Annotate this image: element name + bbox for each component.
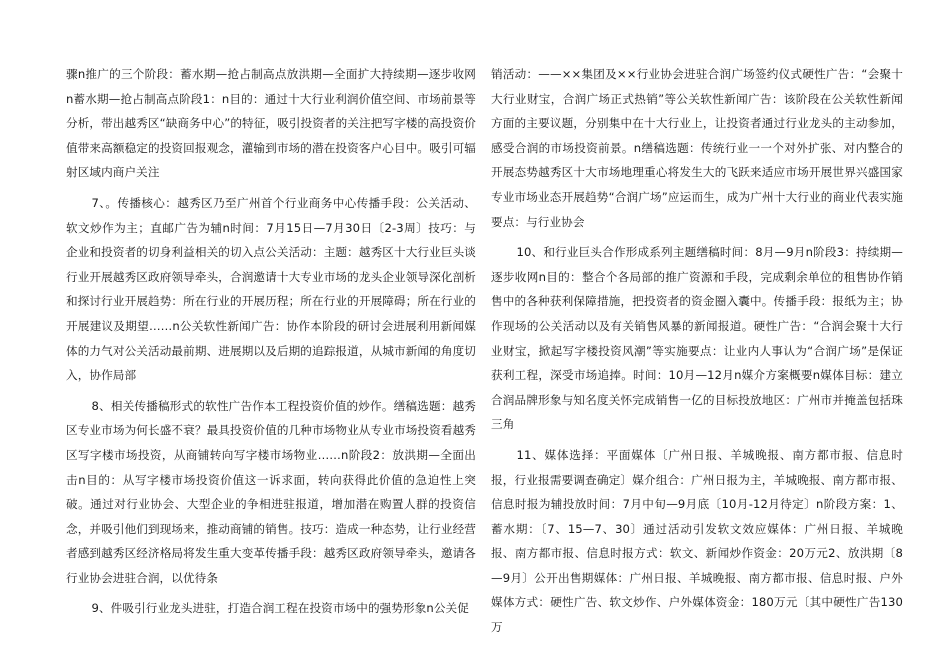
paragraph: 11、媒体选择：平面媒体〔广州日报、羊城晚报、南方都市报、信息时报，行业报需要调查确定〕媒介组合：广州日报为主，羊城晚报、南方都市报、信息时报为辅投放时间：7月中旬—9月底〔10月-12月待定〕n阶段方案：1、蓄水期：〔7、15—7、30〕通过活动引发软文效应媒体：广州日报、羊城晚报、南方都市报、信息时报方式：软文、新闻炒作资金：20万元2、放洪期〔8—9月〕公开出售期媒体：广州日报、羊城晚报、南方都市报、信息时报、户外媒体方式：硬性广告、软文炒作、户外媒体资金：180万元〔其中硬性广告130万 [491, 447, 903, 635]
left-column [66, 62, 476, 627]
paragraph: 7、。传播核心：越秀区乃至广州首个行业商务中心传播手段：公关活动、软文炒作为主；直邮广告为辅n时间：7月15日—7月30日〔2-3周〕技巧：与企业和投资者的切身利益相关的切入点公关活动：主题：越秀区十大行业巨头谈行业开展越秀区政府领导牵头，合润邀请十大专业市场的龙头企业领导深化剖析和探讨行业开展趋势：所在行业的开展历程；所在行业的开展障碍；所在行业的开展建议及期望……n公关软性新闻广告：协作本阶段的研讨会进展利用新闻媒体的力气对公关活动最前期、进展期以及后期的追踪报道，从城市新闻的角度切入，协作局部 [66, 195, 476, 383]
right-column [491, 62, 903, 646]
paragraph: 10、和行业巨头合作形成系列主题缮稿时间：8月—9月n阶段3：持续期—逐步收网n目的：整合个各局部的推广资源和手段，完成剩余单位的租售协作销售中的各种获利保障措施，把投资者的资金圈入囊中。传播手段：报纸为主；协作现场的公关活动以及有关销售风暴的新闻报道。硬性广告：“合润会聚十大行业财宝，掀起写字楼投资风潮”等实施要点：让业内人事认为“合润广场”是保证获利工程，深受市场追捧。时间：10月—12月n媒介方案概要n媒体目标：建立合润品牌形象与知名度关怀完成销售一亿的目标投放地区：广州市并掩盖包括珠三角 [491, 245, 903, 432]
paragraph: 销活动：——××集团及××行业协会进驻合润广场签约仪式硬性广告：“会聚十大行业财宝，合润广场正式热销”等公关软性新闻广告：该阶段在公关软性新闻方面的主要议题，分别集中在十大行业上，让投资者通过行业龙头的主动参加，感受合润的市场投资前景。n缮稿选题：传统行业一一个对外扩张、对内整合的开展态势越秀区十大市场地理重心将发生大的飞跃来适应市场开展世界兴盛国家专业市场业态开展趋势“合润广场”应运而生，成为广州十大行业的商业代表实施要点：与行业协会 [491, 67, 903, 229]
paragraph: 8、相关传播稿形式的软性广告作本工程投资价值的炒作。缮稿选题：越秀区专业市场为何长盛不衰？最具投资价值的几种市场物业从专业市场投资看越秀区写字楼市场投资，从商铺转向写字楼市场物业……n阶段2：放洪期—全面出击n目的：从写字楼市场投资价值这一诉求面，转向获得此价值的急迫性上突破。通过对行业协会、大型企业的争相进驻报道，增加潜在购置人群的投资信念，并吸引他们到现场来，推动商铺的销售。技巧：造成一种态势，让行业经营者感到越秀区经济格局将发生重大变革传播手段：越秀区政府领导牵头，邀请各行业协会进驻合润，以优待条 [66, 398, 476, 585]
paragraph: 骤n推广的三个阶段：蓄水期—抢占制高点放洪期—全面扩大持续期—逐步收网n蓄水期—抢占制高点阶段1：n目的：通过十大行业利润价值空间、市场前景等分析，带出越秀区“缺商务中心”的特征，吸引投资者的关注把写字楼的高投资价值带来高额稳定的投资回报观念，灌输到市场的潜在投资客户心目中。吸引可辐射区域内商户关注 [66, 67, 476, 180]
paragraph: 9、件吸引行业龙头进驻，打造合润工程在投资市场中的强势形象n公关促 [91, 601, 469, 616]
